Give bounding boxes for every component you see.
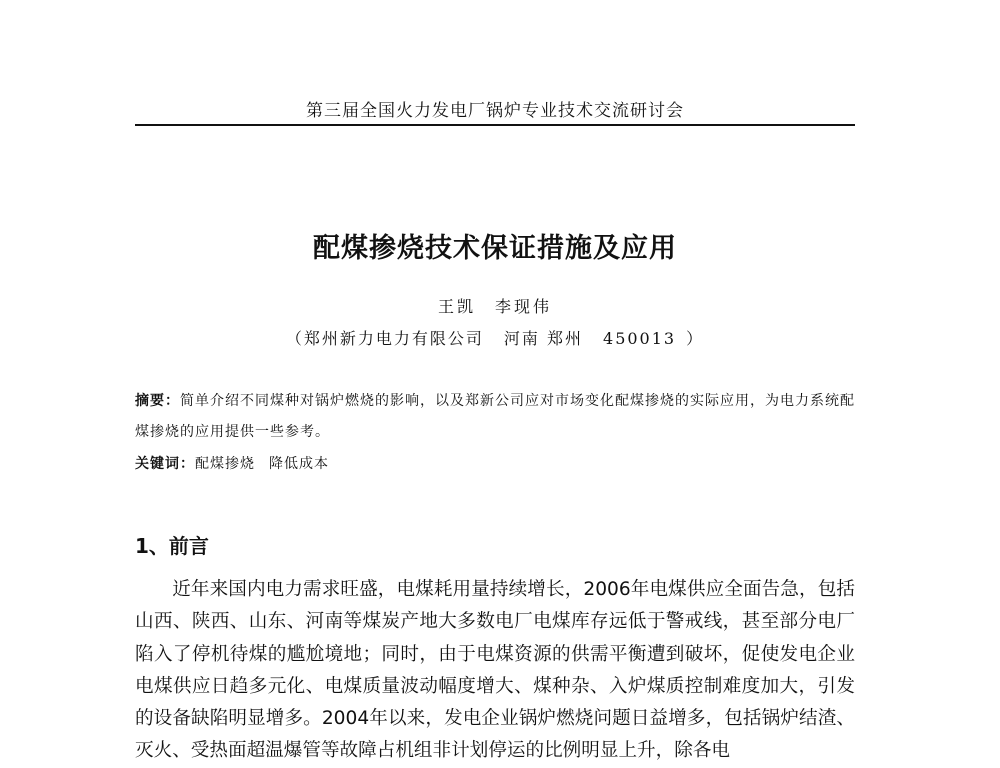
abstract-text: 简单介绍不同煤种对锅炉燃烧的影响，以及郑新公司应对市场变化配煤掺烧的实际应用，为电力系统配煤掺烧的应用提供一些参考。 [135, 393, 855, 440]
keyword-item: 配煤掺烧 [195, 456, 255, 472]
paper-title: 配煤掺烧技术保证措施及应用 [313, 233, 677, 264]
affiliation-postcode: 450013 [603, 329, 677, 348]
body-paragraph: 近年来国内电力需求旺盛，电煤耗用量持续增长，2006年电煤供应全面告急，包括山西、陕西、山东、河南等煤炭产地大多数电厂电煤库存远低于警戒线，甚至部分电厂陷入了停机待煤的尴尬境地；同时，由于电煤资源的供需平衡遭到破坏，促使发电企业电煤供应日趋多元化、电煤质量波动幅度增大、煤种杂、入炉煤质控制难度加大，引发的设备缺陷明显增多。2004年以来，发电企业锅炉燃烧问题日益增多，包括锅炉结渣、灭火、受热面超温爆管等故障占机组非计划停运的比例明显上升，除各电 [135, 579, 855, 762]
authors: 王凯 李现伟 [437, 297, 552, 316]
abstract-label: 摘要： [135, 393, 180, 409]
running-header: 第三届全国火力发电厂锅炉专业技术交流研讨会 [306, 101, 684, 121]
affiliation-close-paren: ） [686, 329, 705, 348]
section-heading: 1、前言 [135, 534, 209, 558]
header-rule [135, 124, 855, 126]
keyword-item: 降低成本 [269, 456, 329, 472]
abstract [135, 386, 855, 448]
keywords-label: 关键词： [135, 456, 195, 472]
affiliation-location: 河南 郑州 [503, 329, 584, 348]
affiliation-org: 郑州新力电力有限公司 [303, 329, 484, 348]
affiliation-open-paren: （ [285, 329, 304, 348]
keywords [135, 453, 855, 473]
affiliation [135, 326, 855, 349]
